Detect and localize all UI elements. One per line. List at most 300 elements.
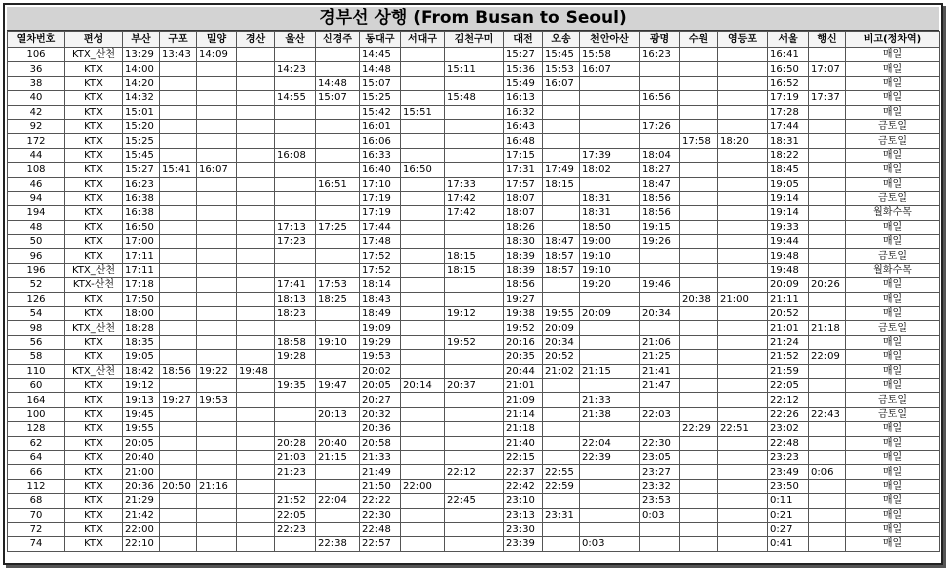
table-cell	[160, 350, 197, 364]
table-cell: 17:44	[768, 119, 809, 133]
table-cell: 21:38	[580, 407, 640, 421]
table-cell	[237, 422, 275, 436]
table-cell	[809, 378, 846, 392]
column-header: 구포	[160, 32, 197, 48]
table-cell	[680, 163, 718, 177]
table-cell	[237, 292, 275, 306]
table-cell: 64	[8, 450, 65, 464]
table-cell	[680, 378, 718, 392]
table-cell	[580, 422, 640, 436]
table-cell	[718, 206, 768, 220]
table-cell: 17:07	[809, 62, 846, 76]
table-cell	[445, 508, 504, 522]
table-cell: 21:52	[768, 350, 809, 364]
table-cell	[809, 479, 846, 493]
table-cell	[445, 148, 504, 162]
table-cell: 16:01	[360, 119, 401, 133]
table-cell: 매일	[846, 177, 940, 191]
column-header: 신경주	[316, 32, 360, 48]
table-cell: 18:14	[360, 278, 401, 292]
table-cell	[160, 235, 197, 249]
table-cell: 20:05	[123, 436, 160, 450]
table-cell: 66	[8, 465, 65, 479]
table-cell	[445, 105, 504, 119]
table-cell: 18:35	[123, 335, 160, 349]
table-cell: 0:03	[580, 537, 640, 551]
table-cell	[275, 163, 316, 177]
table-cell: 15:11	[445, 62, 504, 76]
table-cell: 0:27	[768, 522, 809, 536]
table-cell	[445, 278, 504, 292]
table-cell: KTX	[65, 105, 123, 119]
table-cell: 매일	[846, 508, 940, 522]
table-cell	[237, 393, 275, 407]
table-cell: 매일	[846, 422, 940, 436]
table-cell: 21:33	[580, 393, 640, 407]
table-cell	[445, 350, 504, 364]
table-cell: 17:11	[123, 249, 160, 263]
table-cell: 17:25	[316, 220, 360, 234]
table-row	[8, 191, 940, 205]
table-cell: 매일	[846, 307, 940, 321]
table-cell	[543, 206, 580, 220]
table-cell: 23:13	[504, 508, 543, 522]
table-cell	[580, 494, 640, 508]
table-cell: KTX	[65, 76, 123, 90]
table-cell: 38	[8, 76, 65, 90]
table-cell	[401, 278, 445, 292]
table-cell: 23:39	[504, 537, 543, 551]
table-cell	[237, 479, 275, 493]
table-row	[8, 206, 940, 220]
table-row	[8, 119, 940, 133]
table-cell	[680, 393, 718, 407]
table-cell: 매일	[846, 537, 940, 551]
table-cell	[680, 307, 718, 321]
table-cell: 0:41	[768, 537, 809, 551]
table-cell: 17:37	[809, 91, 846, 105]
table-cell: 20:13	[316, 407, 360, 421]
table-cell: 19:48	[768, 249, 809, 263]
table-cell	[160, 508, 197, 522]
table-cell	[809, 105, 846, 119]
table-cell: 22:15	[504, 450, 543, 464]
table-cell: 15:25	[360, 91, 401, 105]
table-cell	[197, 91, 237, 105]
table-cell	[197, 263, 237, 277]
table-cell: 16:48	[504, 134, 543, 148]
table-cell: 17:11	[123, 263, 160, 277]
table-row	[8, 292, 940, 306]
table-cell	[197, 465, 237, 479]
table-cell	[275, 537, 316, 551]
table-cell	[718, 91, 768, 105]
table-cell	[316, 321, 360, 335]
table-cell	[680, 62, 718, 76]
column-header: 수원	[680, 32, 718, 48]
table-cell	[680, 119, 718, 133]
table-cell: 15:45	[543, 48, 580, 62]
table-cell	[718, 321, 768, 335]
table-row	[8, 494, 940, 508]
table-cell: 18:00	[123, 307, 160, 321]
table-cell	[445, 479, 504, 493]
table-cell: 19:53	[360, 350, 401, 364]
table-cell	[160, 422, 197, 436]
table-cell: KTX	[65, 465, 123, 479]
table-cell	[316, 364, 360, 378]
table-cell: 20:26	[809, 278, 846, 292]
table-cell: 72	[8, 522, 65, 536]
table-cell	[197, 206, 237, 220]
table-cell	[160, 465, 197, 479]
table-cell	[718, 436, 768, 450]
table-cell: 매일	[846, 436, 940, 450]
table-cell: 19:12	[123, 378, 160, 392]
table-row	[8, 422, 940, 436]
table-cell: 23:27	[640, 465, 680, 479]
table-cell: 22:04	[580, 436, 640, 450]
table-cell	[543, 422, 580, 436]
table-cell: 16:38	[123, 191, 160, 205]
table-row	[8, 263, 940, 277]
table-cell	[445, 163, 504, 177]
table-cell	[275, 407, 316, 421]
table-cell: 22:00	[401, 479, 445, 493]
table-cell: KTX	[65, 494, 123, 508]
table-cell	[160, 378, 197, 392]
table-cell	[543, 378, 580, 392]
column-header: 부산	[123, 32, 160, 48]
table-cell: 22:42	[504, 479, 543, 493]
table-cell: 110	[8, 364, 65, 378]
table-cell: 21:16	[197, 479, 237, 493]
table-cell: 19:05	[768, 177, 809, 191]
table-cell: 금토일	[846, 134, 940, 148]
table-cell	[543, 105, 580, 119]
table-cell	[197, 335, 237, 349]
table-cell	[718, 163, 768, 177]
table-cell: 18:22	[768, 148, 809, 162]
table-cell: 19:55	[123, 422, 160, 436]
table-cell	[275, 422, 316, 436]
table-cell	[718, 307, 768, 321]
table-cell: 42	[8, 105, 65, 119]
table-cell: 매일	[846, 91, 940, 105]
table-row	[8, 235, 940, 249]
table-cell: 21:50	[360, 479, 401, 493]
table-cell	[316, 134, 360, 148]
table-cell	[809, 494, 846, 508]
table-cell	[718, 335, 768, 349]
table-cell: 18:39	[504, 263, 543, 277]
table-cell	[809, 148, 846, 162]
table-cell: KTX	[65, 335, 123, 349]
table-cell: 19:48	[768, 263, 809, 277]
table-cell	[718, 62, 768, 76]
table-cell	[680, 335, 718, 349]
table-cell	[160, 91, 197, 105]
table-cell	[718, 407, 768, 421]
table-cell: 20:36	[360, 422, 401, 436]
table-row	[8, 148, 940, 162]
table-cell	[401, 465, 445, 479]
table-cell	[640, 105, 680, 119]
table-cell: 52	[8, 278, 65, 292]
table-row	[8, 393, 940, 407]
column-header: 동대구	[360, 32, 401, 48]
table-cell	[401, 220, 445, 234]
table-cell: 0:11	[768, 494, 809, 508]
table-cell: 18:47	[640, 177, 680, 191]
table-cell	[680, 522, 718, 536]
table-cell: 18:28	[123, 321, 160, 335]
table-cell: 16:50	[123, 220, 160, 234]
table-cell: KTX	[65, 350, 123, 364]
table-cell: KTX_산천	[65, 321, 123, 335]
table-cell: KTX	[65, 177, 123, 191]
table-cell: 21:42	[123, 508, 160, 522]
timetable-title: 경부선 상행 (From Busan to Seoul)	[7, 7, 939, 31]
table-cell: 18:30	[504, 235, 543, 249]
table-cell	[197, 119, 237, 133]
table-cell	[237, 62, 275, 76]
table-cell: 17:50	[123, 292, 160, 306]
table-cell: 15:41	[160, 163, 197, 177]
table-cell: 19:13	[123, 393, 160, 407]
table-cell	[543, 292, 580, 306]
table-cell	[809, 307, 846, 321]
table-cell: 20:28	[275, 436, 316, 450]
table-cell: 172	[8, 134, 65, 148]
table-cell	[718, 450, 768, 464]
table-cell: 금토일	[846, 191, 940, 205]
table-cell: 금토일	[846, 321, 940, 335]
table-cell	[275, 249, 316, 263]
table-cell	[275, 48, 316, 62]
table-cell: 23:49	[768, 465, 809, 479]
table-cell: 92	[8, 119, 65, 133]
table-cell: 19:45	[123, 407, 160, 421]
table-cell	[401, 494, 445, 508]
table-cell: 60	[8, 378, 65, 392]
table-cell	[401, 335, 445, 349]
table-cell	[680, 494, 718, 508]
table-cell: KTX	[65, 134, 123, 148]
table-row	[8, 220, 940, 234]
table-cell	[809, 48, 846, 62]
timetable-table	[7, 31, 940, 552]
table-cell: KTX	[65, 206, 123, 220]
table-cell	[680, 206, 718, 220]
table-cell	[401, 177, 445, 191]
table-cell: KTX	[65, 307, 123, 321]
table-cell	[680, 407, 718, 421]
table-cell: 22:04	[316, 494, 360, 508]
table-cell: 98	[8, 321, 65, 335]
table-cell: 21:02	[543, 364, 580, 378]
table-cell: 17:13	[275, 220, 316, 234]
table-cell: 15:01	[123, 105, 160, 119]
table-cell: 21:18	[504, 422, 543, 436]
table-cell: 19:27	[160, 393, 197, 407]
table-cell: 0:03	[640, 508, 680, 522]
table-cell: 매일	[846, 494, 940, 508]
table-cell: 68	[8, 494, 65, 508]
table-cell: 15:58	[580, 48, 640, 62]
table-cell: 19:35	[275, 378, 316, 392]
table-cell	[640, 134, 680, 148]
table-cell: 15:20	[123, 119, 160, 133]
table-cell: 23:50	[768, 479, 809, 493]
table-cell: KTX	[65, 148, 123, 162]
table-cell	[160, 494, 197, 508]
table-cell	[160, 177, 197, 191]
column-header: 서울	[768, 32, 809, 48]
table-cell	[160, 450, 197, 464]
table-cell: 22:48	[360, 522, 401, 536]
table-cell	[275, 206, 316, 220]
table-cell	[316, 263, 360, 277]
table-cell	[580, 91, 640, 105]
table-cell	[543, 436, 580, 450]
table-cell	[543, 522, 580, 536]
table-row	[8, 278, 940, 292]
table-cell: 18:26	[504, 220, 543, 234]
table-row	[8, 436, 940, 450]
table-cell: 20:27	[360, 393, 401, 407]
column-header: 김천구미	[445, 32, 504, 48]
table-cell	[237, 206, 275, 220]
table-cell	[401, 364, 445, 378]
table-cell: 21:11	[768, 292, 809, 306]
table-cell: 23:05	[640, 450, 680, 464]
table-cell	[316, 508, 360, 522]
table-cell	[401, 422, 445, 436]
table-cell	[237, 450, 275, 464]
table-cell: 16:07	[197, 163, 237, 177]
table-cell: 100	[8, 407, 65, 421]
table-cell: 22:10	[123, 537, 160, 551]
table-cell: 18:02	[580, 163, 640, 177]
table-cell: 매일	[846, 235, 940, 249]
table-cell	[197, 378, 237, 392]
table-cell: 22:30	[360, 508, 401, 522]
table-cell	[680, 91, 718, 105]
table-cell: 18:49	[360, 307, 401, 321]
table-cell	[237, 91, 275, 105]
table-cell: 20:14	[401, 378, 445, 392]
table-cell: 금토일	[846, 119, 940, 133]
table-cell	[401, 91, 445, 105]
table-cell: 21:23	[275, 465, 316, 479]
table-cell: 20:40	[316, 436, 360, 450]
table-cell	[316, 148, 360, 162]
table-cell: 21:52	[275, 494, 316, 508]
table-cell: 14:48	[316, 76, 360, 90]
table-cell	[680, 191, 718, 205]
table-cell	[401, 62, 445, 76]
table-cell	[680, 220, 718, 234]
table-cell	[718, 378, 768, 392]
table-cell: 20:52	[768, 307, 809, 321]
table-cell	[401, 206, 445, 220]
table-cell: 16:41	[768, 48, 809, 62]
table-cell	[275, 191, 316, 205]
table-cell	[237, 278, 275, 292]
table-cell: 18:07	[504, 191, 543, 205]
table-cell	[580, 105, 640, 119]
table-cell: 17:19	[360, 191, 401, 205]
table-cell	[809, 364, 846, 378]
table-cell: 44	[8, 148, 65, 162]
table-cell: 19:29	[360, 335, 401, 349]
table-cell	[640, 422, 680, 436]
table-cell	[237, 148, 275, 162]
table-cell	[543, 393, 580, 407]
table-cell	[809, 292, 846, 306]
table-cell	[237, 134, 275, 148]
table-cell	[809, 537, 846, 551]
table-cell: 20:44	[504, 364, 543, 378]
table-cell: 21:41	[640, 364, 680, 378]
table-cell	[580, 76, 640, 90]
table-cell: 20:09	[768, 278, 809, 292]
table-cell	[401, 191, 445, 205]
table-cell: 20:52	[543, 350, 580, 364]
table-row	[8, 522, 940, 536]
table-cell: 18:56	[640, 206, 680, 220]
table-cell	[640, 292, 680, 306]
table-row	[8, 62, 940, 76]
table-cell: 21:59	[768, 364, 809, 378]
table-cell	[316, 206, 360, 220]
table-cell: 14:00	[123, 62, 160, 76]
table-cell	[445, 393, 504, 407]
table-cell: 19:10	[580, 249, 640, 263]
table-cell: 19:15	[640, 220, 680, 234]
column-header: 편성	[65, 32, 123, 48]
table-cell	[640, 393, 680, 407]
table-cell: 13:29	[123, 48, 160, 62]
table-cell: 18:07	[504, 206, 543, 220]
table-cell	[718, 350, 768, 364]
table-cell: 40	[8, 91, 65, 105]
table-cell: 96	[8, 249, 65, 263]
table-cell: 15:27	[504, 48, 543, 62]
table-cell	[445, 134, 504, 148]
table-cell	[197, 407, 237, 421]
table-cell: 16:56	[640, 91, 680, 105]
table-cell: KTX	[65, 508, 123, 522]
table-cell: 19:12	[445, 307, 504, 321]
table-cell: 16:52	[768, 76, 809, 90]
table-cell	[275, 119, 316, 133]
table-cell	[160, 407, 197, 421]
table-cell: 16:40	[360, 163, 401, 177]
table-cell	[718, 508, 768, 522]
table-cell: KTX	[65, 393, 123, 407]
table-cell: 22:00	[123, 522, 160, 536]
table-cell: 17:42	[445, 191, 504, 205]
timetable-body	[8, 48, 940, 552]
table-cell	[237, 191, 275, 205]
table-cell	[401, 249, 445, 263]
table-cell	[401, 522, 445, 536]
table-cell	[401, 450, 445, 464]
table-cell: 14:55	[275, 91, 316, 105]
header-row	[8, 32, 940, 48]
